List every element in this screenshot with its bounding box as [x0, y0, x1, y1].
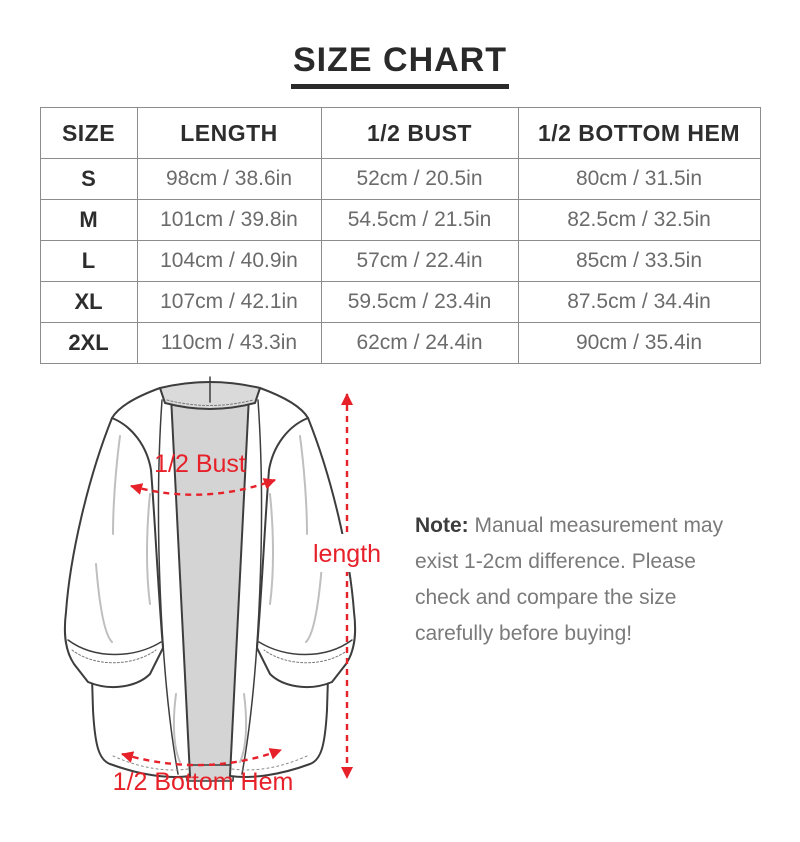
length-cell: 107cm / 42.1in: [137, 282, 321, 323]
table-row: [40, 241, 760, 282]
length-cell: 101cm / 39.8in: [137, 200, 321, 241]
title-bar: [0, 42, 800, 89]
hem-cell: 90cm / 35.4in: [518, 323, 760, 364]
header-bottom-hem: 1/2 BOTTOM HEM: [518, 108, 760, 159]
table-header-row: [40, 108, 760, 159]
note-label: Note:: [415, 514, 469, 538]
page-title: SIZE CHART: [291, 42, 509, 89]
header-size: SIZE: [40, 108, 137, 159]
bust-cell: 59.5cm / 23.4in: [321, 282, 518, 323]
header-length: LENGTH: [137, 108, 321, 159]
size-cell: M: [40, 200, 137, 241]
hem-cell: 82.5cm / 32.5in: [518, 200, 760, 241]
cardigan-outline: [65, 377, 355, 781]
length-measure-label: length: [312, 540, 382, 569]
length-cell: 110cm / 43.3in: [137, 323, 321, 364]
hem-cell: 87.5cm / 34.4in: [518, 282, 760, 323]
size-cell: S: [40, 159, 137, 200]
length-cell: 98cm / 38.6in: [137, 159, 321, 200]
table-row: [40, 159, 760, 200]
size-chart-table: [40, 107, 761, 364]
measurement-figure: [0, 374, 800, 814]
bust-measure-label: 1/2 Bust: [154, 450, 246, 479]
table-row: [40, 282, 760, 323]
bust-cell: 62cm / 24.4in: [321, 323, 518, 364]
hem-cell: 80cm / 31.5in: [518, 159, 760, 200]
table-row: [40, 200, 760, 241]
bottom-hem-measure-label: 1/2 Bottom Hem: [112, 768, 294, 797]
bust-cell: 57cm / 22.4in: [321, 241, 518, 282]
length-cell: 104cm / 40.9in: [137, 241, 321, 282]
size-cell: 2XL: [40, 323, 137, 364]
bust-cell: 54.5cm / 21.5in: [321, 200, 518, 241]
size-cell: L: [40, 241, 137, 282]
size-cell: XL: [40, 282, 137, 323]
bust-cell: 52cm / 20.5in: [321, 159, 518, 200]
hem-cell: 85cm / 33.5in: [518, 241, 760, 282]
header-bust: 1/2 BUST: [321, 108, 518, 159]
table-row: [40, 323, 760, 364]
note-text: Manual measurement may exist 1-2cm difference. Please check and compare the size carefully before buying!: [415, 514, 724, 646]
note-block: [415, 508, 737, 652]
